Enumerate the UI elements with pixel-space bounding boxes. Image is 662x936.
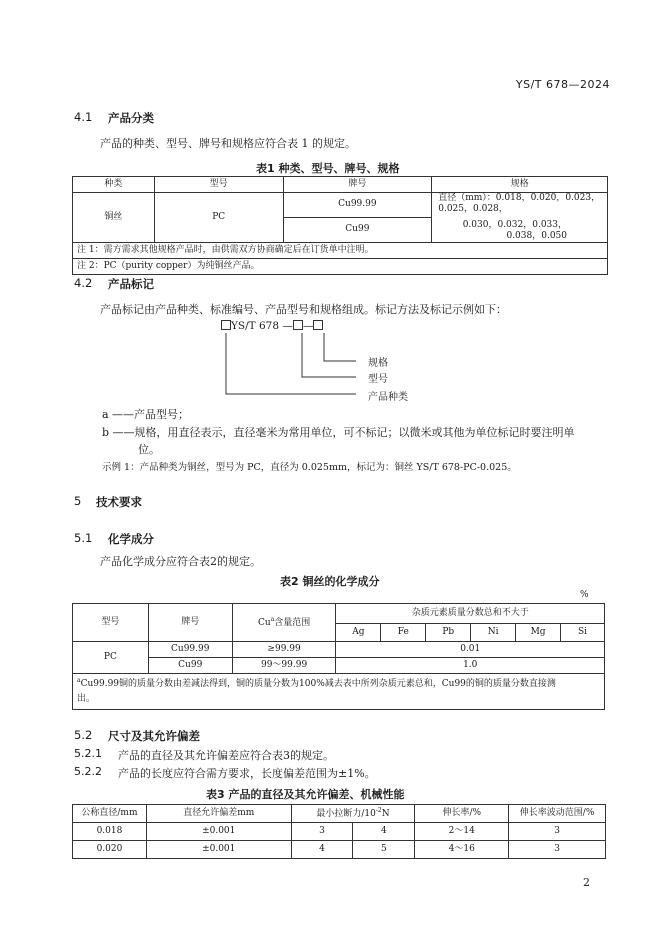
t2-element-ni: Ni (471, 624, 516, 642)
item-a: a ——产品型号； (102, 408, 190, 421)
section-5-1-paragraph: 产品化学成分应符合表2的规定。 (100, 555, 261, 568)
t2-impurity-1: 0.01 (336, 642, 605, 658)
item-b-line-2: 位。 (138, 443, 160, 456)
t2-header-cu-symbol: Cu (257, 617, 271, 628)
mark-standard-text: YS/T 678 (231, 320, 280, 332)
t2-element-ag: Ag (336, 624, 381, 642)
t1-kind: 铜丝 (73, 193, 155, 243)
t3-header-force-text: 最小拉断力/10 (316, 808, 376, 819)
section-5-2-1-text: 产品的直径及其允许偏差应符合表3的规定。 (118, 749, 334, 762)
t1-model: PC (154, 193, 283, 243)
t2-cu-2: 99～99.99 (232, 658, 336, 674)
t2-footnote-text-1: Cu99.99铜的质量分数由差减法得到，铜的质量分数为100%减去表中所列杂质元素总和，Cu99的铜的质量分数直接测 (80, 678, 556, 689)
t3-row-2-force-b: 5 (353, 841, 415, 859)
t1-grade-2: Cu99 (283, 218, 432, 243)
t2-footnote-line-2: 出。 (77, 694, 96, 704)
t2-grade-1: Cu99.99 (148, 642, 232, 658)
t3-row-1-tolerance: ±0.001 (146, 823, 291, 841)
t2-header-cu-sup: a (270, 615, 275, 623)
t2-header-grade: 牌号 (148, 604, 232, 642)
section-4-1-paragraph: 产品的种类、型号、牌号和规格应符合表 1 的规定。 (100, 137, 356, 150)
table-2 (72, 603, 605, 710)
leader-kind-line (226, 333, 356, 394)
t2-header-cu-text: 含量范围 (274, 617, 311, 628)
t2-model: PC (73, 642, 149, 674)
t2-element-mg: Mg (516, 624, 561, 642)
t2-element-fe: Fe (381, 624, 426, 642)
table-3 (72, 804, 606, 859)
section-4-2-title: 产品标记 (108, 277, 154, 291)
section-4-2-number: 4.2 (74, 276, 93, 290)
section-5-title: 技术要求 (96, 495, 142, 509)
t3-row-1-wave: 3 (509, 823, 606, 841)
t3-row-2-tolerance: ±0.001 (146, 841, 291, 859)
t2-impurity-2: 1.0 (336, 658, 605, 674)
t3-row-2-wave: 3 (509, 841, 606, 859)
t3-header-force-unit: N (381, 808, 390, 819)
t3-row-1-force-a: 3 (291, 823, 353, 841)
t1-header-spec: 规格 (432, 177, 608, 193)
t3-header-tolerance: 直径允许偏差mm (146, 805, 291, 823)
section-5-2-2-number: 5.2.2 (74, 765, 102, 778)
mark-label-model: 型号 (368, 374, 388, 385)
t2-element-si: Si (561, 624, 605, 642)
section-4-1-number: 4.1 (74, 110, 93, 124)
section-5-2-2-text: 产品的长度应符合需方要求，长度偏差范围为±1%。 (118, 767, 376, 780)
leader-model-line (302, 333, 356, 377)
table-2-caption: 表2 铜丝的化学成分 (280, 575, 380, 588)
t1-header-kind: 种类 (73, 177, 155, 193)
t3-row-2-elongation: 4～16 (415, 841, 509, 859)
t3-header-diameter: 公称直径/mm (73, 805, 147, 823)
t3-row-1-elongation: 2～14 (415, 823, 509, 841)
table-1-caption: 表1 种类、型号、牌号、规格 (256, 162, 400, 175)
t3-row-1-diameter: 0.018 (73, 823, 147, 841)
mark-diagram-lines (0, 0, 662, 420)
t3-row-2-force-a: 4 (291, 841, 353, 859)
standard-number: YS/T 678—2024 (515, 78, 610, 91)
section-5-1-number: 5.1 (74, 531, 93, 545)
t2-cu-1: ≥99.99 (232, 642, 336, 658)
table-3-caption: 表3 产品的直径及其允许偏差、机械性能 (206, 788, 405, 801)
t2-footnote-sup: a (77, 676, 81, 684)
mark-label-kind: 产品种类 (368, 392, 408, 403)
t1-note-2: 注 2：PC（purity copper）为纯铜丝产品。 (73, 259, 608, 275)
example-1: 示例 1：产品种类为铜丝，型号为 PC，直径为 0.025mm，标记为：铜丝 YS/T 678-PC-0.025。 (102, 462, 517, 473)
t2-header-cu (232, 604, 336, 642)
table-2-unit: % (580, 590, 589, 600)
section-5-1-title: 化学成分 (108, 532, 154, 546)
t2-grade-2: Cu99 (148, 658, 232, 674)
t3-header-force-exp: -2 (375, 806, 382, 814)
t2-footnote (73, 674, 605, 710)
page-number: 2 (583, 876, 590, 889)
t2-footnote-line-1 (77, 676, 602, 692)
t1-grade-1: Cu99.99 (283, 193, 432, 218)
t3-row-2-diameter: 0.020 (73, 841, 147, 859)
t2-header-model: 型号 (73, 604, 149, 642)
t2-element-pb: Pb (426, 624, 471, 642)
t1-header-model: 型号 (154, 177, 283, 193)
t3-row-1-force-b: 4 (353, 823, 415, 841)
t1-spec-line-1: 直径（mm）：0.018，0.020，0.023，0.025，0.028， (438, 193, 601, 215)
section-5-number: 5 (74, 494, 82, 508)
item-b-line-1: b ——规格，用直径表示，直径毫米为常用单位，可不标记；以微米或其他为单位标记时要注明单 (102, 426, 575, 439)
t1-spec-line-2: 0.030，0.032，0.033，0.038，0.050 (462, 219, 567, 241)
t1-note-1: 注 1：需方需求其他规格产品时，由供需双方协商确定后在订货单中注明。 (73, 243, 608, 259)
mark-label-spec: 规格 (368, 358, 388, 369)
t3-header-force (291, 805, 415, 823)
section-4-2-paragraph: 产品标记由产品种类、标准编号、产品型号和规格组成。标记方法及标记示例如下： (100, 303, 507, 316)
section-4-1-title: 产品分类 (108, 111, 154, 125)
leader-spec-line (324, 333, 356, 361)
mark-dash-1: — (282, 320, 293, 332)
t3-header-elongation: 伸长率/% (415, 805, 509, 823)
section-5-2-title: 尺寸及其允许偏差 (108, 729, 200, 743)
section-5-2-1-number: 5.2.1 (74, 747, 102, 760)
t3-header-wave: 伸长率波动范围/% (509, 805, 606, 823)
t1-header-grade: 牌号 (283, 177, 432, 193)
t2-header-impurity: 杂质元素质量分数总和不大于 (336, 604, 605, 624)
mark-dash-2: — (302, 320, 314, 332)
section-5-2-number: 5.2 (74, 728, 93, 742)
